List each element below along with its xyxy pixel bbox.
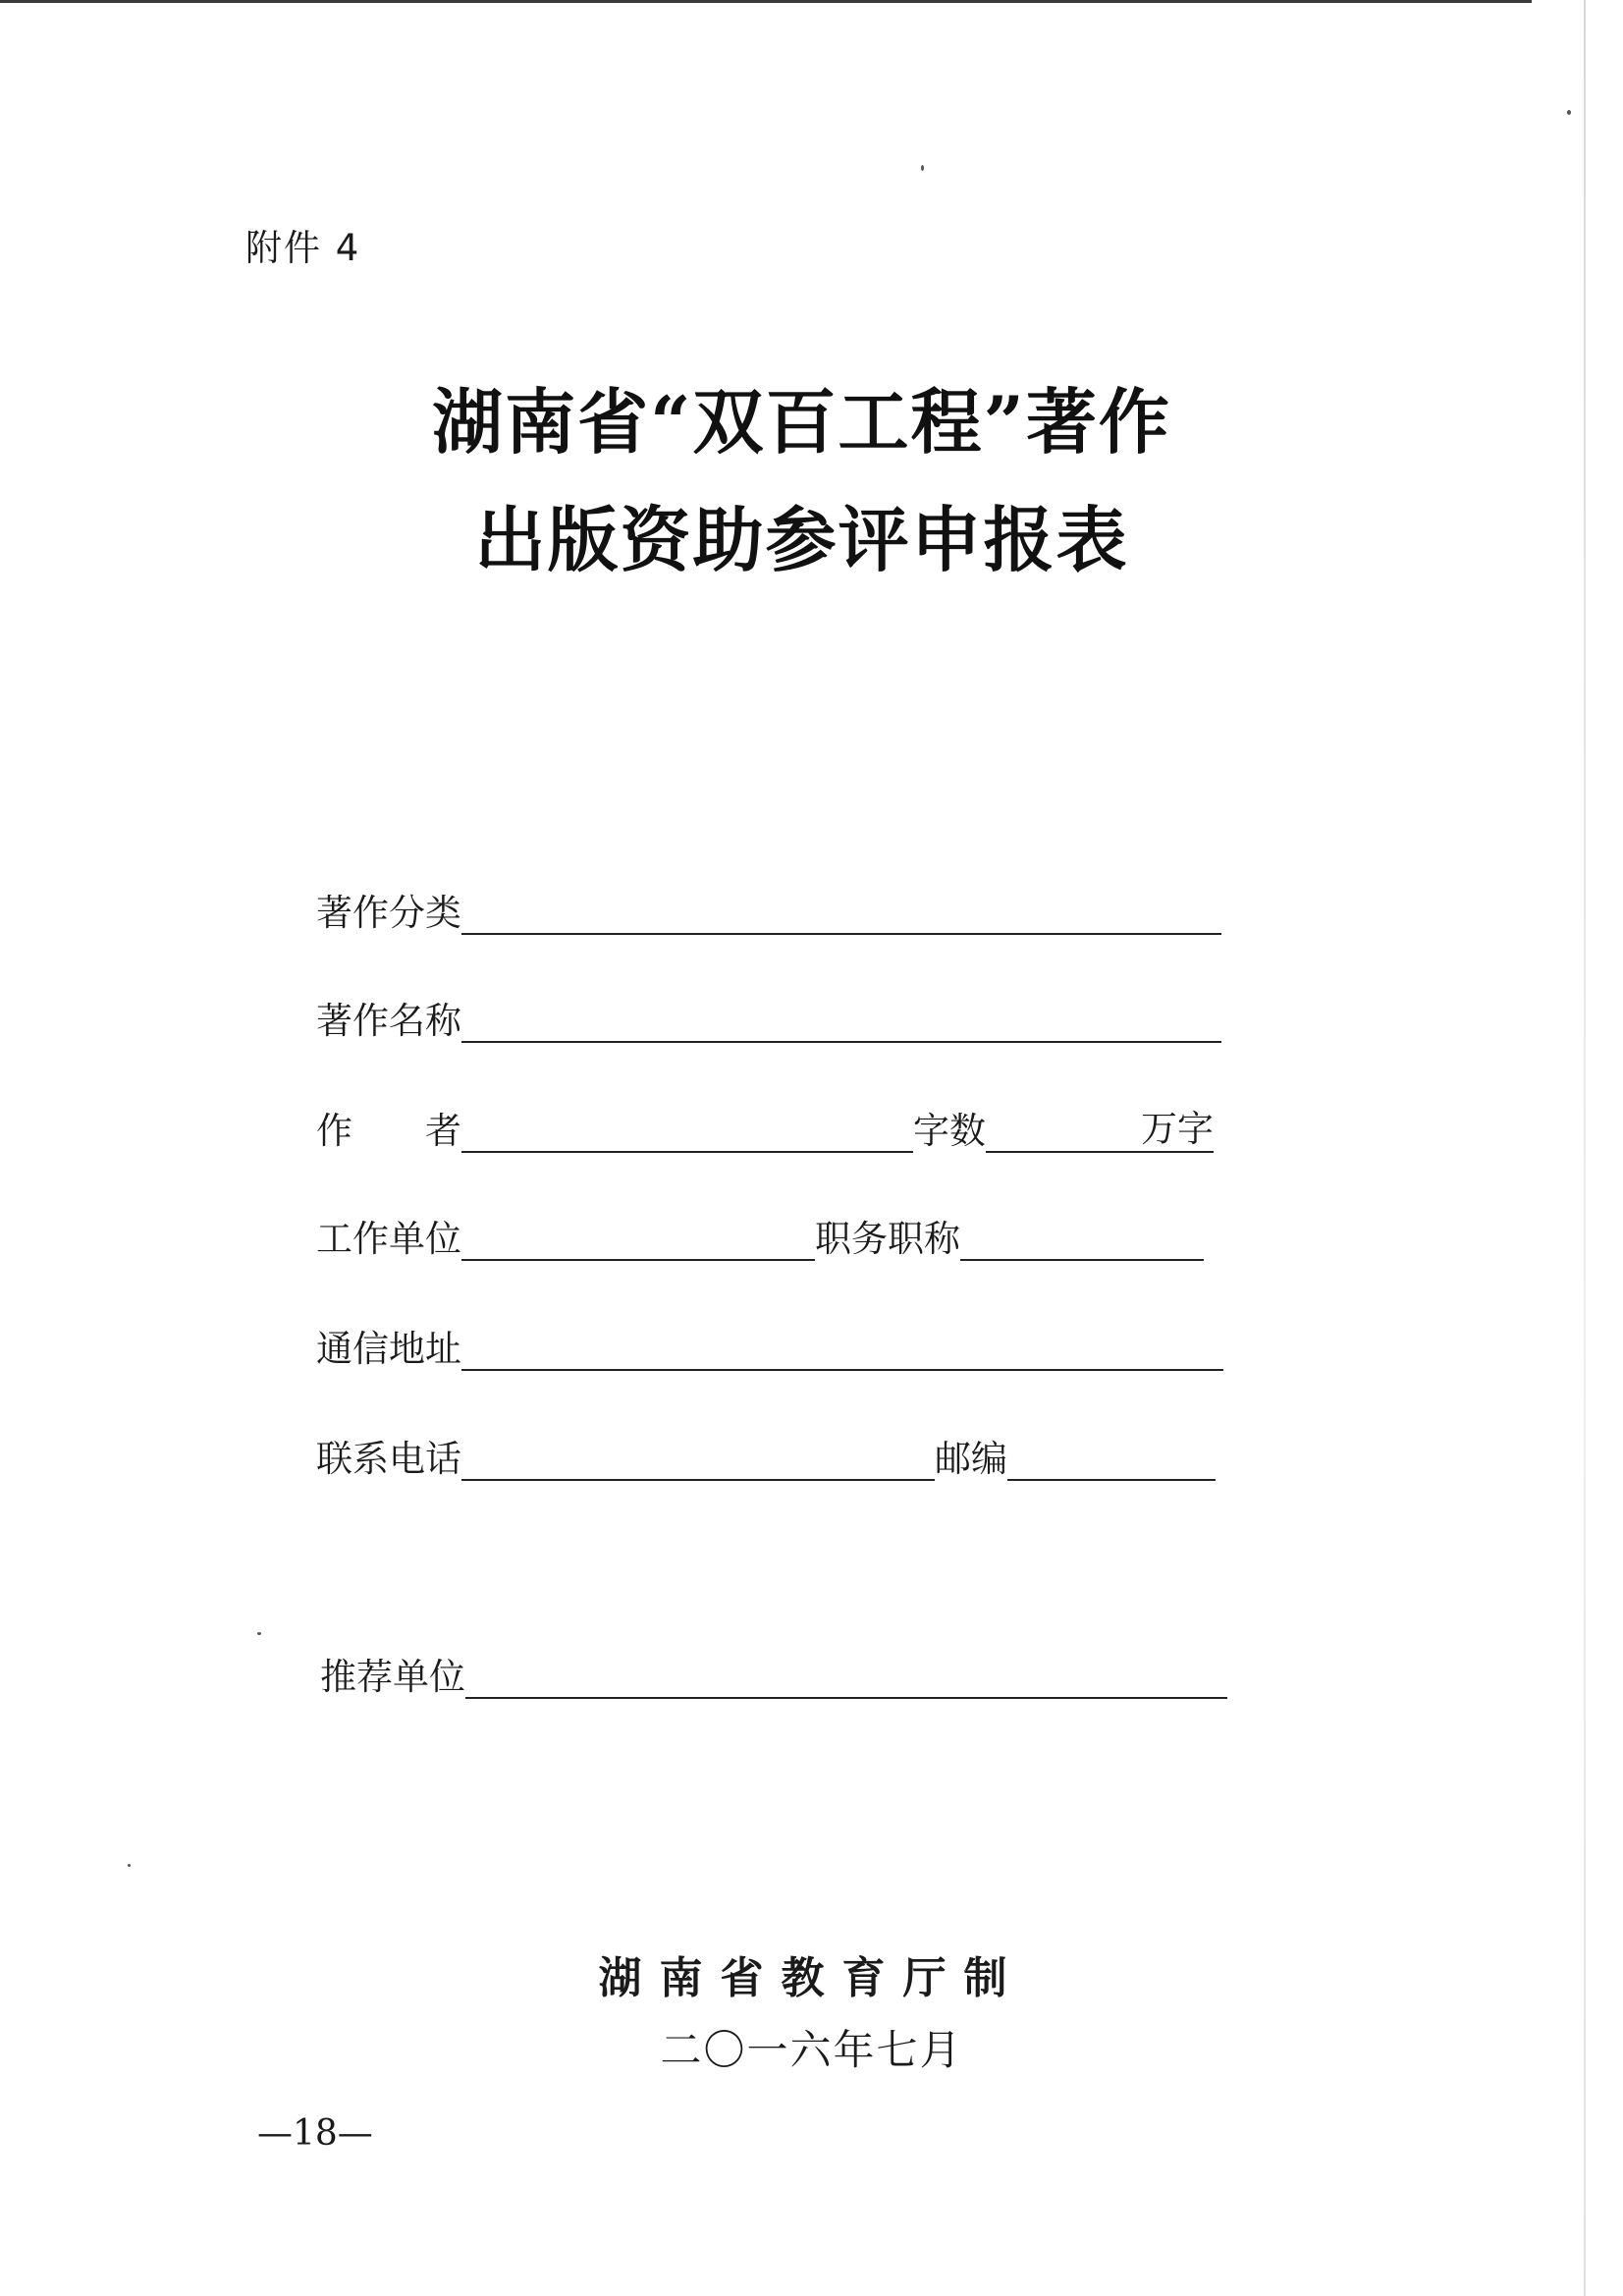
recommender-input-line[interactable] bbox=[465, 1662, 1227, 1699]
form-title-line-1: 湖南省“双百工程”著作 bbox=[432, 380, 1171, 464]
word-count-unit: 万字 bbox=[1141, 1108, 1214, 1150]
scan-speck bbox=[257, 1632, 261, 1635]
scan-speck bbox=[1567, 110, 1571, 115]
address-input-line[interactable] bbox=[461, 1334, 1223, 1371]
field-row-author bbox=[316, 1104, 1214, 1153]
field-row-recommender bbox=[320, 1650, 1227, 1699]
address-label: 通信地址 bbox=[316, 1328, 461, 1370]
author-label: 作 者 bbox=[316, 1110, 461, 1152]
scan-edge-top bbox=[0, 0, 1532, 3]
word-count-input-line[interactable] bbox=[986, 1108, 1214, 1153]
recommender-label: 推荐单位 bbox=[320, 1656, 465, 1698]
form-title-line-2: 出版资助参评申报表 bbox=[474, 498, 1129, 581]
category-label: 著作分类 bbox=[316, 892, 461, 934]
field-row-category bbox=[316, 886, 1221, 935]
scan-speck bbox=[128, 1864, 131, 1867]
attachment-label: 附件 4 bbox=[245, 227, 361, 269]
work-name-label: 著作名称 bbox=[316, 1000, 461, 1042]
category-input-line[interactable] bbox=[461, 898, 1221, 935]
postcode-label: 邮编 bbox=[935, 1438, 1007, 1480]
work-unit-label: 工作单位 bbox=[316, 1218, 461, 1260]
position-title-label: 职务职称 bbox=[815, 1218, 960, 1260]
work-name-input-line[interactable] bbox=[461, 1006, 1221, 1043]
author-input-line[interactable] bbox=[461, 1116, 913, 1153]
word-count-label: 字数 bbox=[913, 1110, 986, 1152]
field-row-address bbox=[316, 1322, 1223, 1371]
postcode-input-line[interactable] bbox=[1007, 1444, 1216, 1481]
work-unit-input-line[interactable] bbox=[461, 1224, 815, 1261]
phone-label: 联系电话 bbox=[316, 1438, 461, 1480]
field-row-work-unit bbox=[316, 1212, 1204, 1261]
field-row-phone bbox=[316, 1432, 1216, 1481]
field-row-work-name bbox=[316, 994, 1221, 1043]
position-title-input-line[interactable] bbox=[960, 1224, 1204, 1261]
phone-input-line[interactable] bbox=[461, 1444, 935, 1481]
issuer: 湖南省教育厅制 bbox=[598, 1953, 1025, 2003]
page-number: —18— bbox=[257, 2113, 373, 2154]
issue-date: 二〇一六年七月 bbox=[660, 2026, 963, 2074]
scan-speck bbox=[921, 165, 924, 171]
